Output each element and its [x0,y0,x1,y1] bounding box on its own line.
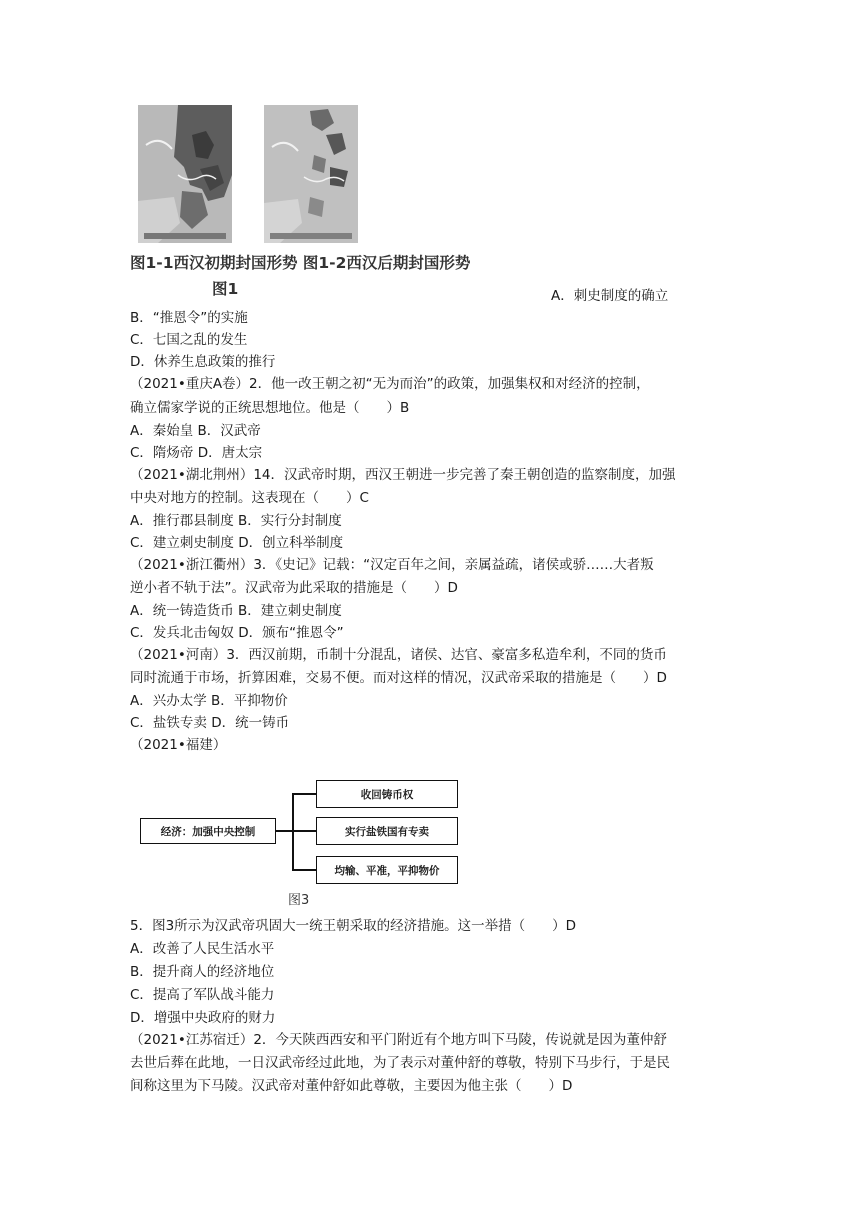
diagram-connector [292,830,316,832]
q2-stem-line-2: 确立儒家学说的正统思想地位。他是（ ）B [130,400,410,416]
q5-options-cd: C．盐铁专卖 D．统一铸币 [130,715,290,731]
q5-stem-line-1: （2021•河南）3．西汉前期，币制十分混乱，诸侯、达官、豪富多私造牟利，不同的货币 [130,647,667,663]
figure-3-label: 图3 [288,893,310,908]
diagram-branch-box: 实行盐铁国有专卖 [316,817,458,845]
diagram-connector [292,793,316,795]
q3-stem-line-2: 中央对地方的控制。这表现在（ ）C [130,490,369,506]
q4-options-ab: A．统一铸造货币 B．建立刺史制度 [130,603,342,619]
q6-stem: 5．图3所示为汉武帝巩固大一统王朝采取的经济措施。这一举措（ ）D [130,918,577,934]
q6-option-b: B．提升商人的经济地位 [130,964,275,980]
q6-option-d: D．增强中央政府的财力 [130,1010,276,1026]
q2-stem-line-1: （2021•重庆A卷）2．他一改王朝之初“无为而治”的政策，加强集权和对经济的控制， [130,376,650,392]
q1-option-a: A．刺史制度的确立 [551,288,669,304]
q6-option-c: C．提高了军队战斗能力 [130,987,275,1003]
q1-option-d: D．休养生息政策的推行 [130,354,276,370]
q4-stem-line-2: 逆小者不轨于法”。汉武帝为此采取的措施是（ ）D [130,580,458,596]
q2-options-cd: C．隋炀帝 D．唐太宗 [130,445,263,461]
q4-options-cd: C．发兵北击匈奴 D．颁布“推恩令” [130,625,344,641]
q5-stem-line-2: 同时流通于市场，折算困难，交易不便。而对这样的情况，汉武帝采取的措施是（ ）D [130,670,667,686]
q4-stem-line-1: （2021•浙江衢州）3．《史记》记载：“汉定百年之间，亲属益疏，诸侯或骄……大者叛 [130,557,654,573]
figure-1-label: 图1 [212,280,239,298]
diagram-connector [276,830,292,832]
q3-options-cd: C．建立刺史制度 D．创立科举制度 [130,535,344,551]
q7-stem-line-1: （2021•江苏宿迁）2．今天陕西西安和平门附近有个地方叫下马陵，传说就是因为董仲舒 [130,1032,667,1048]
figure-1-caption: 图1-1西汉初期封国形势 图1-2西汉后期封国形势 [130,254,471,272]
q7-stem-line-2: 去世后葬在此地，一日汉武帝经过此地，为了表示对董仲舒的尊敬，特别下马步行，于是民 [130,1055,670,1071]
q3-stem-line-1: （2021•湖北荆州）14．汉武帝时期，西汉王朝进一步完善了秦王朝创造的监察制度，加强 [130,467,676,483]
figure-3-diagram [140,772,460,907]
diagram-connector [292,869,316,871]
q1-option-c: C．七国之乱的发生 [130,332,248,348]
map-early-western-han-image [138,105,232,243]
figure-1 [130,105,540,300]
q6-option-a: A．改善了人民生活水平 [130,941,275,957]
q7-stem-line-3: 间称这里为下马陵。汉武帝对董仲舒如此尊敬，主要因为他主张（ ）D [130,1078,573,1094]
diagram-branch-box: 收回铸币权 [316,780,458,808]
q6-source: （2021•福建） [130,737,227,753]
diagram-root-box: 经济：加强中央控制 [140,818,276,844]
q1-option-b: B．“推恩令”的实施 [130,310,248,326]
q2-options-ab: A．秦始皇 B．汉武帝 [130,423,261,439]
q3-options-ab: A．推行郡县制度 B．实行分封制度 [130,513,342,529]
q5-options-ab: A．兴办太学 B．平抑物价 [130,693,288,709]
diagram-branch-box: 均输、平准，平抑物价 [316,856,458,884]
map-late-western-han-image [264,105,358,243]
